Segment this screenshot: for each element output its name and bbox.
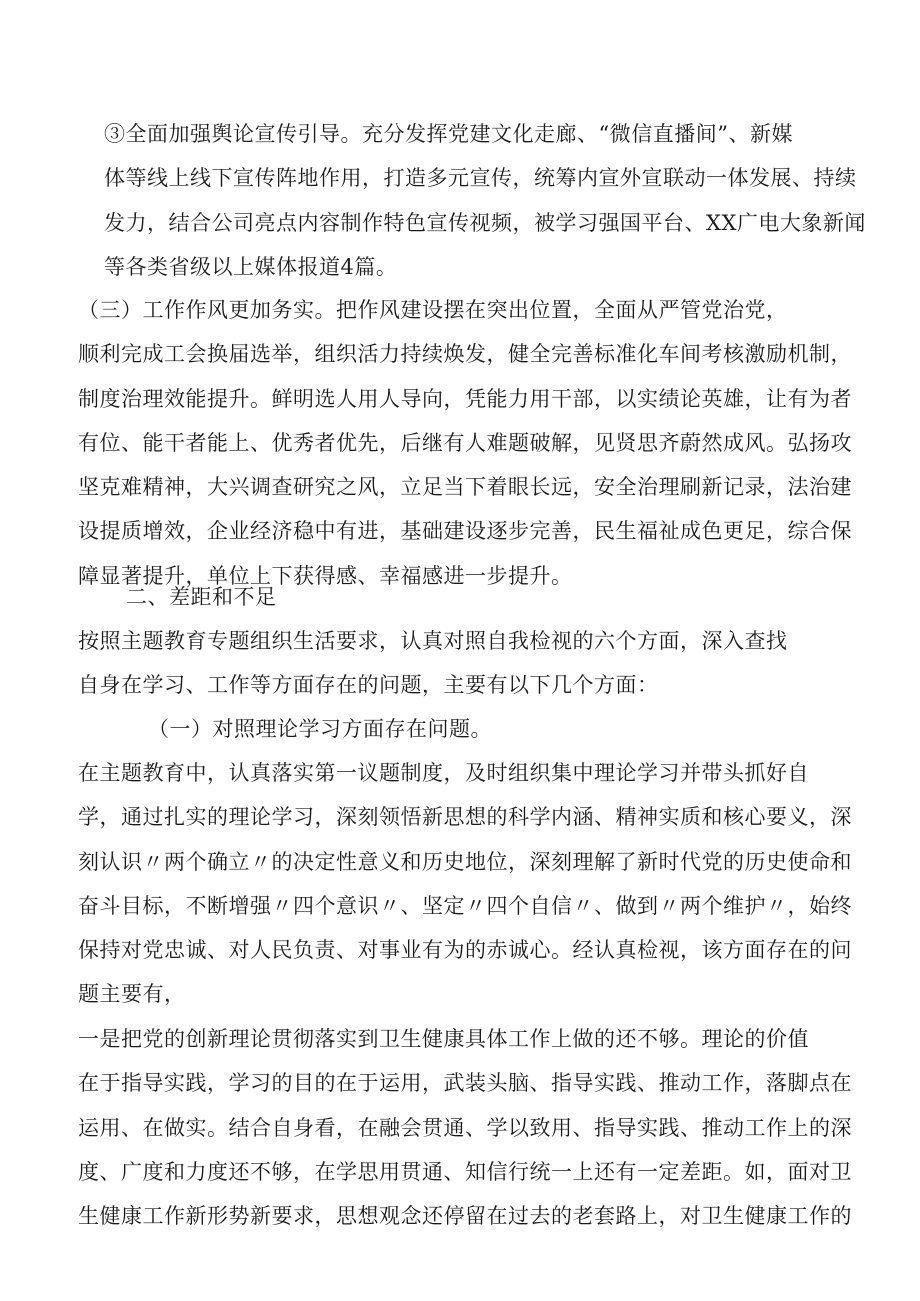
paragraph-work-style <box>78 288 852 598</box>
paragraph-theory-study <box>78 751 852 1017</box>
text-line: 在主题教育中，认真落实第一议题制度，及时组织集中理论学习并带头抓好自 <box>78 761 809 785</box>
text-line: 保持对党忠诚、对人民负责、对事业有为的赤诚心。经认真检视，该方面存在的问 <box>78 938 852 963</box>
paragraph-intro <box>78 619 788 708</box>
text-line: 制度治理效能提升。鲜明选人用人导向，凭能力用干部，以实绩论英雄，让有为者 <box>78 386 852 411</box>
text-line: 发力，结合公司亮点内容制作特色宣传视频，被学习强国平台、XX广电大象新闻 <box>104 210 866 235</box>
heading-text: 二、差距和不足 <box>126 585 277 609</box>
subsection-heading <box>148 707 492 751</box>
text-line: （三）工作作风更加务实。把作风建设摆在突出位置，全面从严管党治党， <box>78 298 788 322</box>
text-line: 顺利完成工会换届选举，组织活力持续焕发，健全完善标准化车间考核激励机制， <box>78 342 852 367</box>
text-line: 坚克难精神，大兴调查研究之风，立足当下着眼长远，安全治理刷新记录，法治建 <box>78 475 852 500</box>
text-line: 有位、能干者能上、优秀者优先，后继有人难题破解，见贤思齐蔚然成风。弘扬攻 <box>78 430 852 455</box>
text-line: 奋斗目标，不断增强〃四个意识〃、坚定〃四个自信〃、做到〃两个维护〃，始终 <box>78 893 852 918</box>
section-heading <box>126 575 277 619</box>
text-line: 障显著提升，单位上下获得感、幸福感进一步提升。 <box>78 563 573 588</box>
text-line: 按照主题教育专题组织生活要求，认真对照自我检视的六个方面，深入查找 <box>78 629 788 653</box>
text-line: 等各类省级以上媒体报道4篇。 <box>104 254 398 279</box>
text-line: 学，通过扎实的理论学习，深刻领悟新思想的科学内涵、精神实质和核心要义，深 <box>78 805 852 830</box>
text-line: 刻认识〃两个确立〃的决定性意义和历史地位，深刻理解了新时代党的历史使命和 <box>78 849 852 874</box>
text-line: 运用、在做实。结合自身看，在融会贯通、学以致用、指导实践、推动工作上的深 <box>78 1115 852 1140</box>
text-line: 一是把党的创新理论贯彻落实到卫生健康具体工作上做的还不够。理论的价值 <box>78 1027 809 1051</box>
text-line: ③全面加强舆论宣传引导。充分发挥党建文化走廊、“微信直播间”、新媒 <box>104 122 793 146</box>
text-line: 在于指导实践，学习的目的在于运用，武装头脑、指导实践、推动工作，落脚点在 <box>78 1071 852 1096</box>
paragraph-publicity <box>104 112 866 289</box>
text-line: 体等线上线下宣传阵地作用，打造多元宣传，统筹内宣外宣联动一体发展、持续 <box>104 166 857 191</box>
text-line: 自身在学习、工作等方面存在的问题，主要有以下几个方面： <box>78 673 659 698</box>
heading-text: （一）对照理论学习方面存在问题。 <box>148 717 492 741</box>
text-line: 度、广度和力度还不够，在学思用贯通、知信行统一上还有一定差距。如，面对卫 <box>78 1159 852 1184</box>
paragraph-issue-one <box>78 1017 852 1238</box>
text-line: 设提质增效，企业经济稳中有进，基础建设逐步完善，民生福祉成色更足，综合保 <box>78 519 852 544</box>
text-line: 生健康工作新形势新要求，思想观念还停留在过去的老套路上，对卫生健康工作的 <box>78 1204 852 1229</box>
text-line: 题主要有， <box>78 982 186 1007</box>
